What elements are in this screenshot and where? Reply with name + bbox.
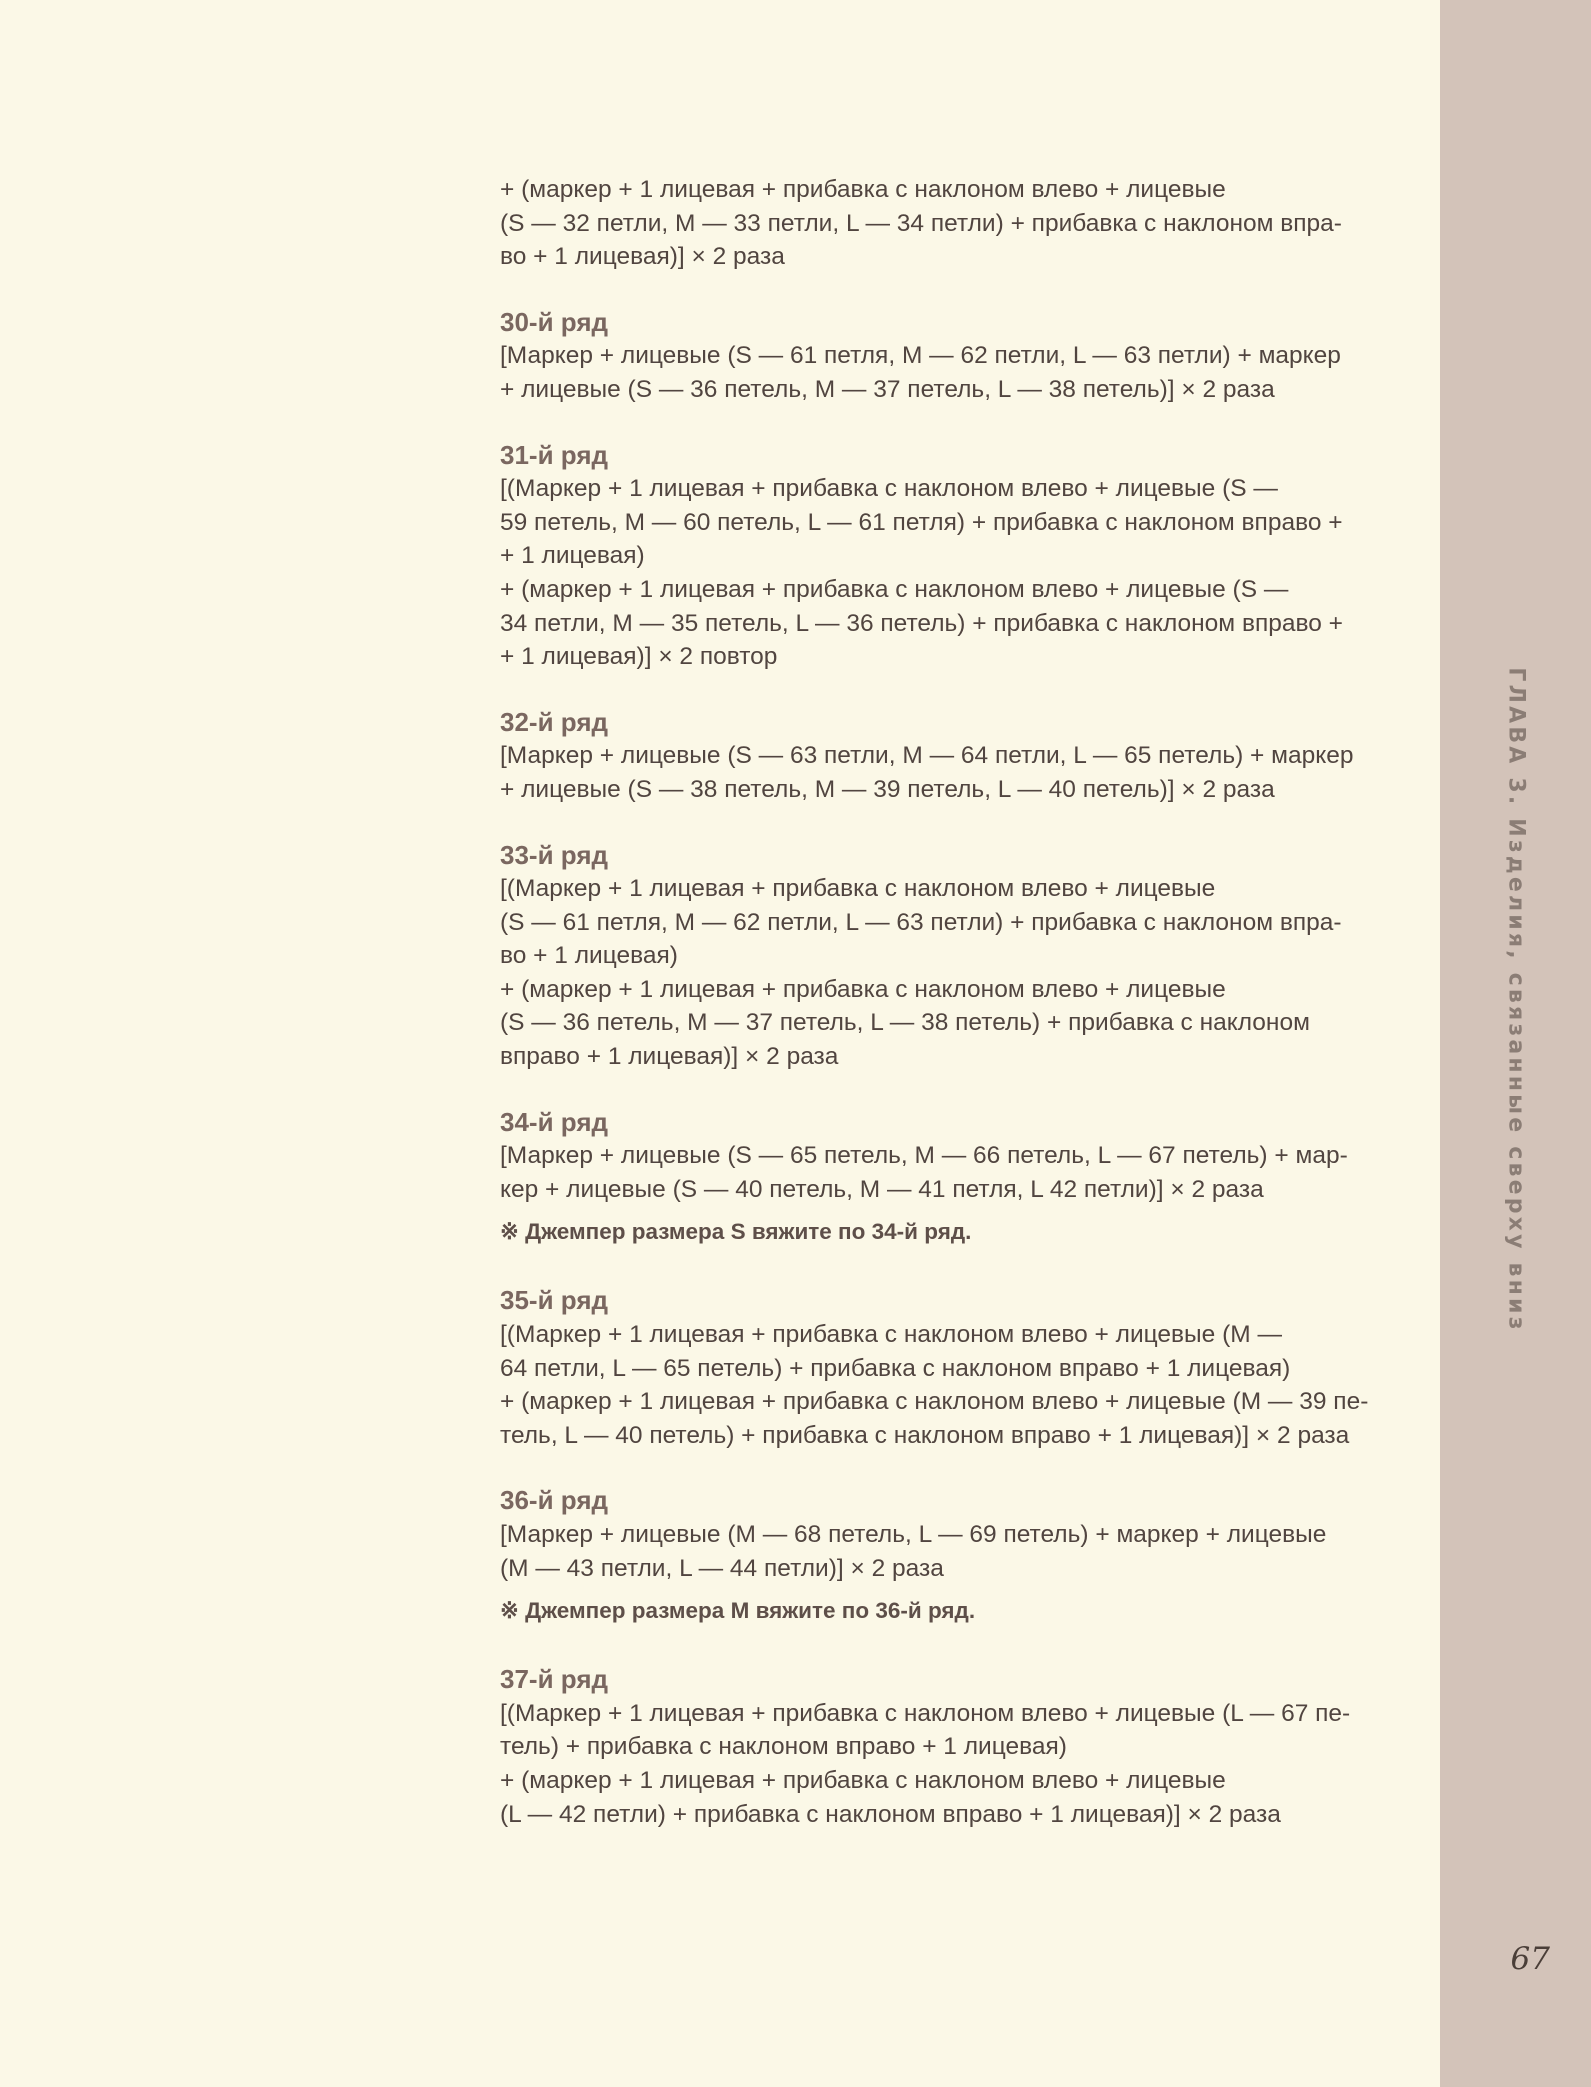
instruction-line: [(Маркер + 1 лицевая + прибавка с наклоном влево + лицевые: [500, 875, 1216, 903]
row-title: 36-й ряд: [500, 1485, 608, 1516]
row-block-30: [500, 306, 1395, 407]
instruction-line: [(Маркер + 1 лицевая + прибавка с наклоном влево + лицевые (L — 67 пе-: [500, 1699, 1351, 1727]
row-block-33: [500, 839, 1395, 1074]
instruction-line: 34 петли, M — 35 петель, L — 36 петель) + прибавка с наклоном вправо +: [500, 609, 1343, 637]
instruction-line: [Маркер + лицевые (M — 68 петель, L — 69 петель) + маркер + лицевые: [500, 1521, 1327, 1548]
instruction-line: вправо + 1 лицевая)] × 2 раза: [500, 1043, 839, 1071]
page-number: 67: [1510, 1941, 1550, 1977]
chapter-title: ГЛАВА 3. Изделия, связанные сверху вниз: [1503, 667, 1528, 1333]
instruction-line: [(Маркер + 1 лицевая + прибавка с наклоном влево + лицевые (M —: [500, 1321, 1282, 1349]
size-note: ※ Джемпер размера S вяжите по 34-й ряд.: [500, 1219, 972, 1245]
instruction-line: 59 петель, M — 60 петель, L — 61 петля) + прибавка с наклоном вправо +: [500, 508, 1343, 536]
size-note: ※ Джемпер размера M вяжите по 36-й ряд.: [500, 1598, 976, 1624]
instruction-line: [Маркер + лицевые (S — 61 петля, M — 62 петли, L — 63 петли) + маркер: [500, 342, 1341, 370]
instruction-line: + (маркер + 1 лицевая + прибавка с наклоном влево + лицевые (M — 39 пе-: [500, 1388, 1369, 1416]
instruction-line: (M — 43 петли, L — 44 петли)] × 2 раза: [500, 1554, 944, 1582]
row-title: 31-й ряд: [500, 439, 608, 470]
row-block-36: [500, 1484, 1395, 1631]
instruction-line: кер + лицевые (S — 40 петель, M — 41 петля, L 42 петли)] × 2 раза: [500, 1175, 1264, 1203]
instruction-line: + (маркер + 1 лицевая + прибавка с наклоном влево + лицевые: [500, 975, 1226, 1003]
row-title: 34-й ряд: [500, 1106, 608, 1137]
instruction-line: + (маркер + 1 лицевая + прибавка с наклоном влево + лицевые: [500, 176, 1226, 203]
instruction-line: [(Маркер + 1 лицевая + прибавка с наклоном влево + лицевые (S —: [500, 475, 1278, 503]
instruction-line: 64 петли, L — 65 петель) + прибавка с наклоном вправо + 1 лицевая): [500, 1354, 1291, 1382]
instruction-line: [Маркер + лицевые (S — 65 петель, M — 66 петель, L — 67 петель) + мар-: [500, 1142, 1348, 1170]
row-block-31: [500, 439, 1395, 674]
page-content: [500, 173, 1395, 1863]
instruction-line: + (маркер + 1 лицевая + прибавка с наклоном влево + лицевые (S —: [500, 575, 1289, 603]
chapter-sidebar: [1440, 0, 1591, 2087]
row-title: 30-й ряд: [500, 306, 608, 337]
instruction-line: во + 1 лицевая)] × 2 раза: [500, 243, 785, 271]
instruction-line: + лицевые (S — 36 петель, M — 37 петель, L — 38 петель)] × 2 раза: [500, 375, 1275, 403]
instruction-line: во + 1 лицевая): [500, 942, 678, 970]
instruction-line: + 1 лицевая): [500, 542, 645, 570]
instruction-line: тель, L — 40 петель) + прибавка с наклоном вправо + 1 лицевая)] × 2 раза: [500, 1421, 1350, 1449]
row-title: 33-й ряд: [500, 839, 608, 870]
instruction-line: тель) + прибавка с наклоном вправо + 1 лицевая): [500, 1733, 1067, 1761]
row-title: 37-й ряд: [500, 1664, 608, 1695]
row-title: 35-й ряд: [500, 1285, 608, 1316]
instruction-line: (S — 32 петли, M — 33 петли, L — 34 петли) + прибавка с наклоном впра-: [500, 209, 1342, 237]
instruction-line: + 1 лицевая)] × 2 повтор: [500, 643, 778, 671]
row-block-37: [500, 1663, 1395, 1831]
instruction-line: [Маркер + лицевые (S — 63 петли, M — 64 петли, L — 65 петель) + маркер: [500, 742, 1354, 770]
instruction-line: + лицевые (S — 38 петель, M — 39 петель, L — 40 петель)] × 2 раза: [500, 775, 1275, 803]
row-block-32: [500, 706, 1395, 807]
instruction-line: (S — 61 петля, M — 62 петли, L — 63 петли) + прибавка с наклоном впра-: [500, 908, 1342, 936]
row-block-35: [500, 1284, 1395, 1452]
instruction-line: + (маркер + 1 лицевая + прибавка с наклоном влево + лицевые: [500, 1766, 1226, 1794]
instruction-line: (S — 36 петель, M — 37 петель, L — 38 петель) + прибавка с наклоном: [500, 1009, 1310, 1037]
row-block-34: [500, 1106, 1395, 1253]
intro-block: [500, 173, 1395, 274]
instruction-line: (L — 42 петли) + прибавка с наклоном вправо + 1 лицевая)] × 2 раза: [500, 1800, 1281, 1828]
row-title: 32-й ряд: [500, 706, 608, 737]
